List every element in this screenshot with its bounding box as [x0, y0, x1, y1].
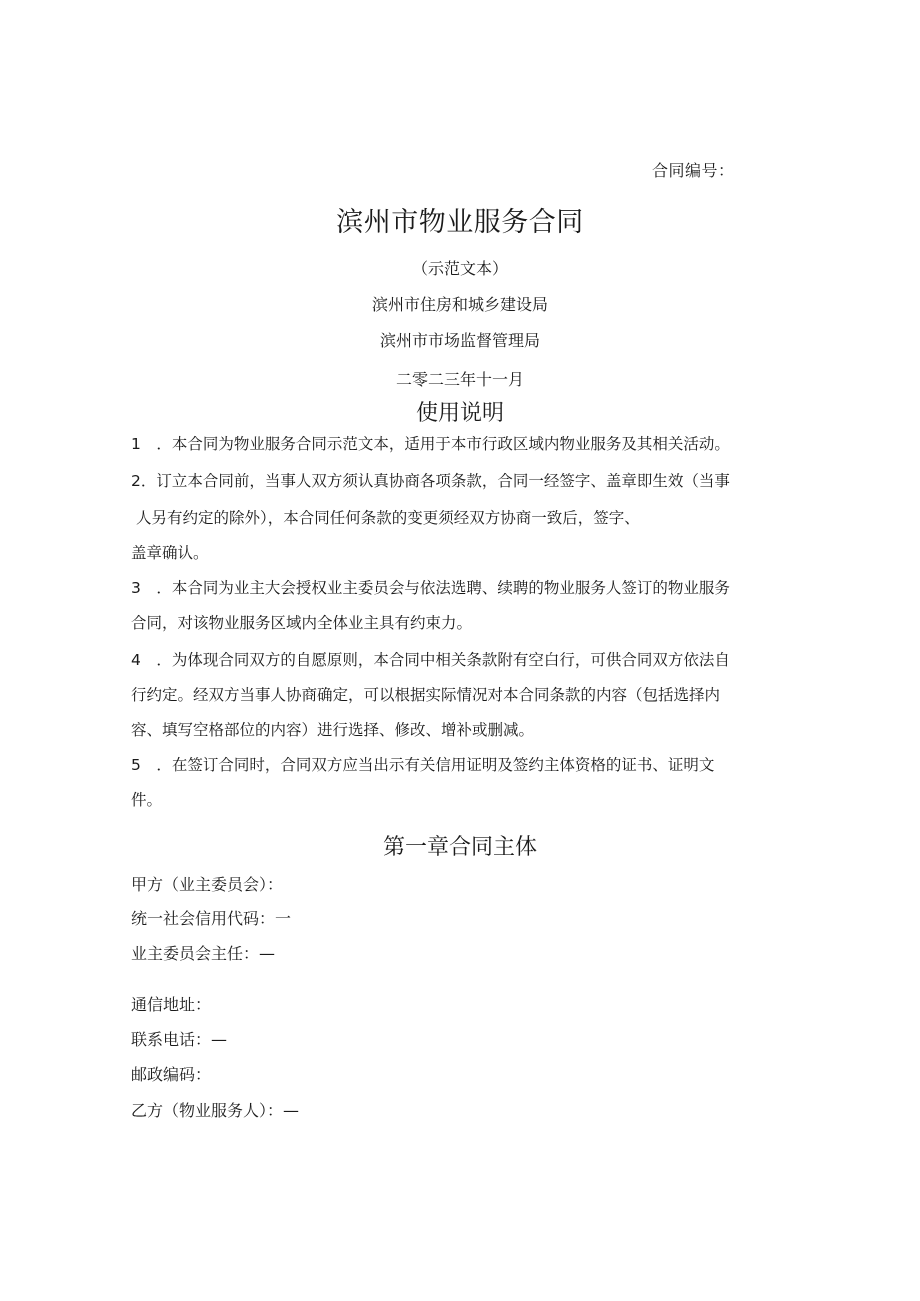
committee-director-label: 业主委员会主任：—: [131, 944, 276, 963]
party-a-label: 甲方（业主委员会）：: [131, 875, 284, 894]
usage-line: 合同，对该物业服务区域内全体业主具有约束力。: [131, 614, 473, 632]
document-subtitle: （示范文本）: [411, 259, 508, 278]
issue-date: 二零二三年十一月: [395, 370, 524, 389]
issuer-housing-bureau: 滨州市住房和城乡建设局: [371, 295, 548, 314]
usage-line: 人另有约定的除外），本合同任何条款的变更须经双方协商一致后，签字、: [136, 509, 640, 527]
issuer-market-bureau: 滨州市市场监督管理局: [379, 331, 540, 350]
usage-line: 容、填写空格部位的内容）进行选择、修改、增补或删减。: [131, 721, 535, 739]
usage-line: 盖章确认。: [131, 544, 209, 562]
usage-line: 行约定。经双方当事人协商确定，可以根据实际情况对本合同条款的内容（包括选择内: [131, 686, 721, 704]
document-title: 滨州市物业服务合同: [336, 207, 584, 238]
usage-line: 1 ．本合同为物业服务合同示范文本，适用于本市行政区域内物业服务及其相关活动。: [131, 435, 730, 453]
mailing-address-label: 通信地址：: [131, 995, 212, 1014]
party-b-label: 乙方（物业服务人）：—: [131, 1101, 300, 1120]
credit-code-label: 统一社会信用代码：一: [131, 909, 292, 928]
usage-line: 3 ．本合同为业主大会授权业主委员会与依法选聘、续聘的物业服务人签订的物业服务: [131, 579, 730, 597]
usage-line: 件。: [131, 791, 163, 809]
postal-code-label: 邮政编码：: [131, 1065, 212, 1084]
usage-line: 4 ．为体现合同双方的自愿原则，本合同中相关条款附有空白行，可供合同双方依法自: [131, 651, 730, 669]
usage-line: 5 ．在签订合同时，合同双方应当出示有关信用证明及签约主体资格的证书、证明文: [131, 756, 715, 774]
usage-line: 2．订立本合同前，当事人双方须认真协商各项条款，合同一经签字、盖章即生效（当事: [131, 472, 730, 490]
chapter-1-title: 第一章合同主体: [382, 835, 537, 860]
usage-instructions-title: 使用说明: [415, 401, 504, 426]
phone-label: 联系电话：—: [131, 1030, 228, 1049]
contract-number-label: 合同编号：: [652, 161, 735, 180]
